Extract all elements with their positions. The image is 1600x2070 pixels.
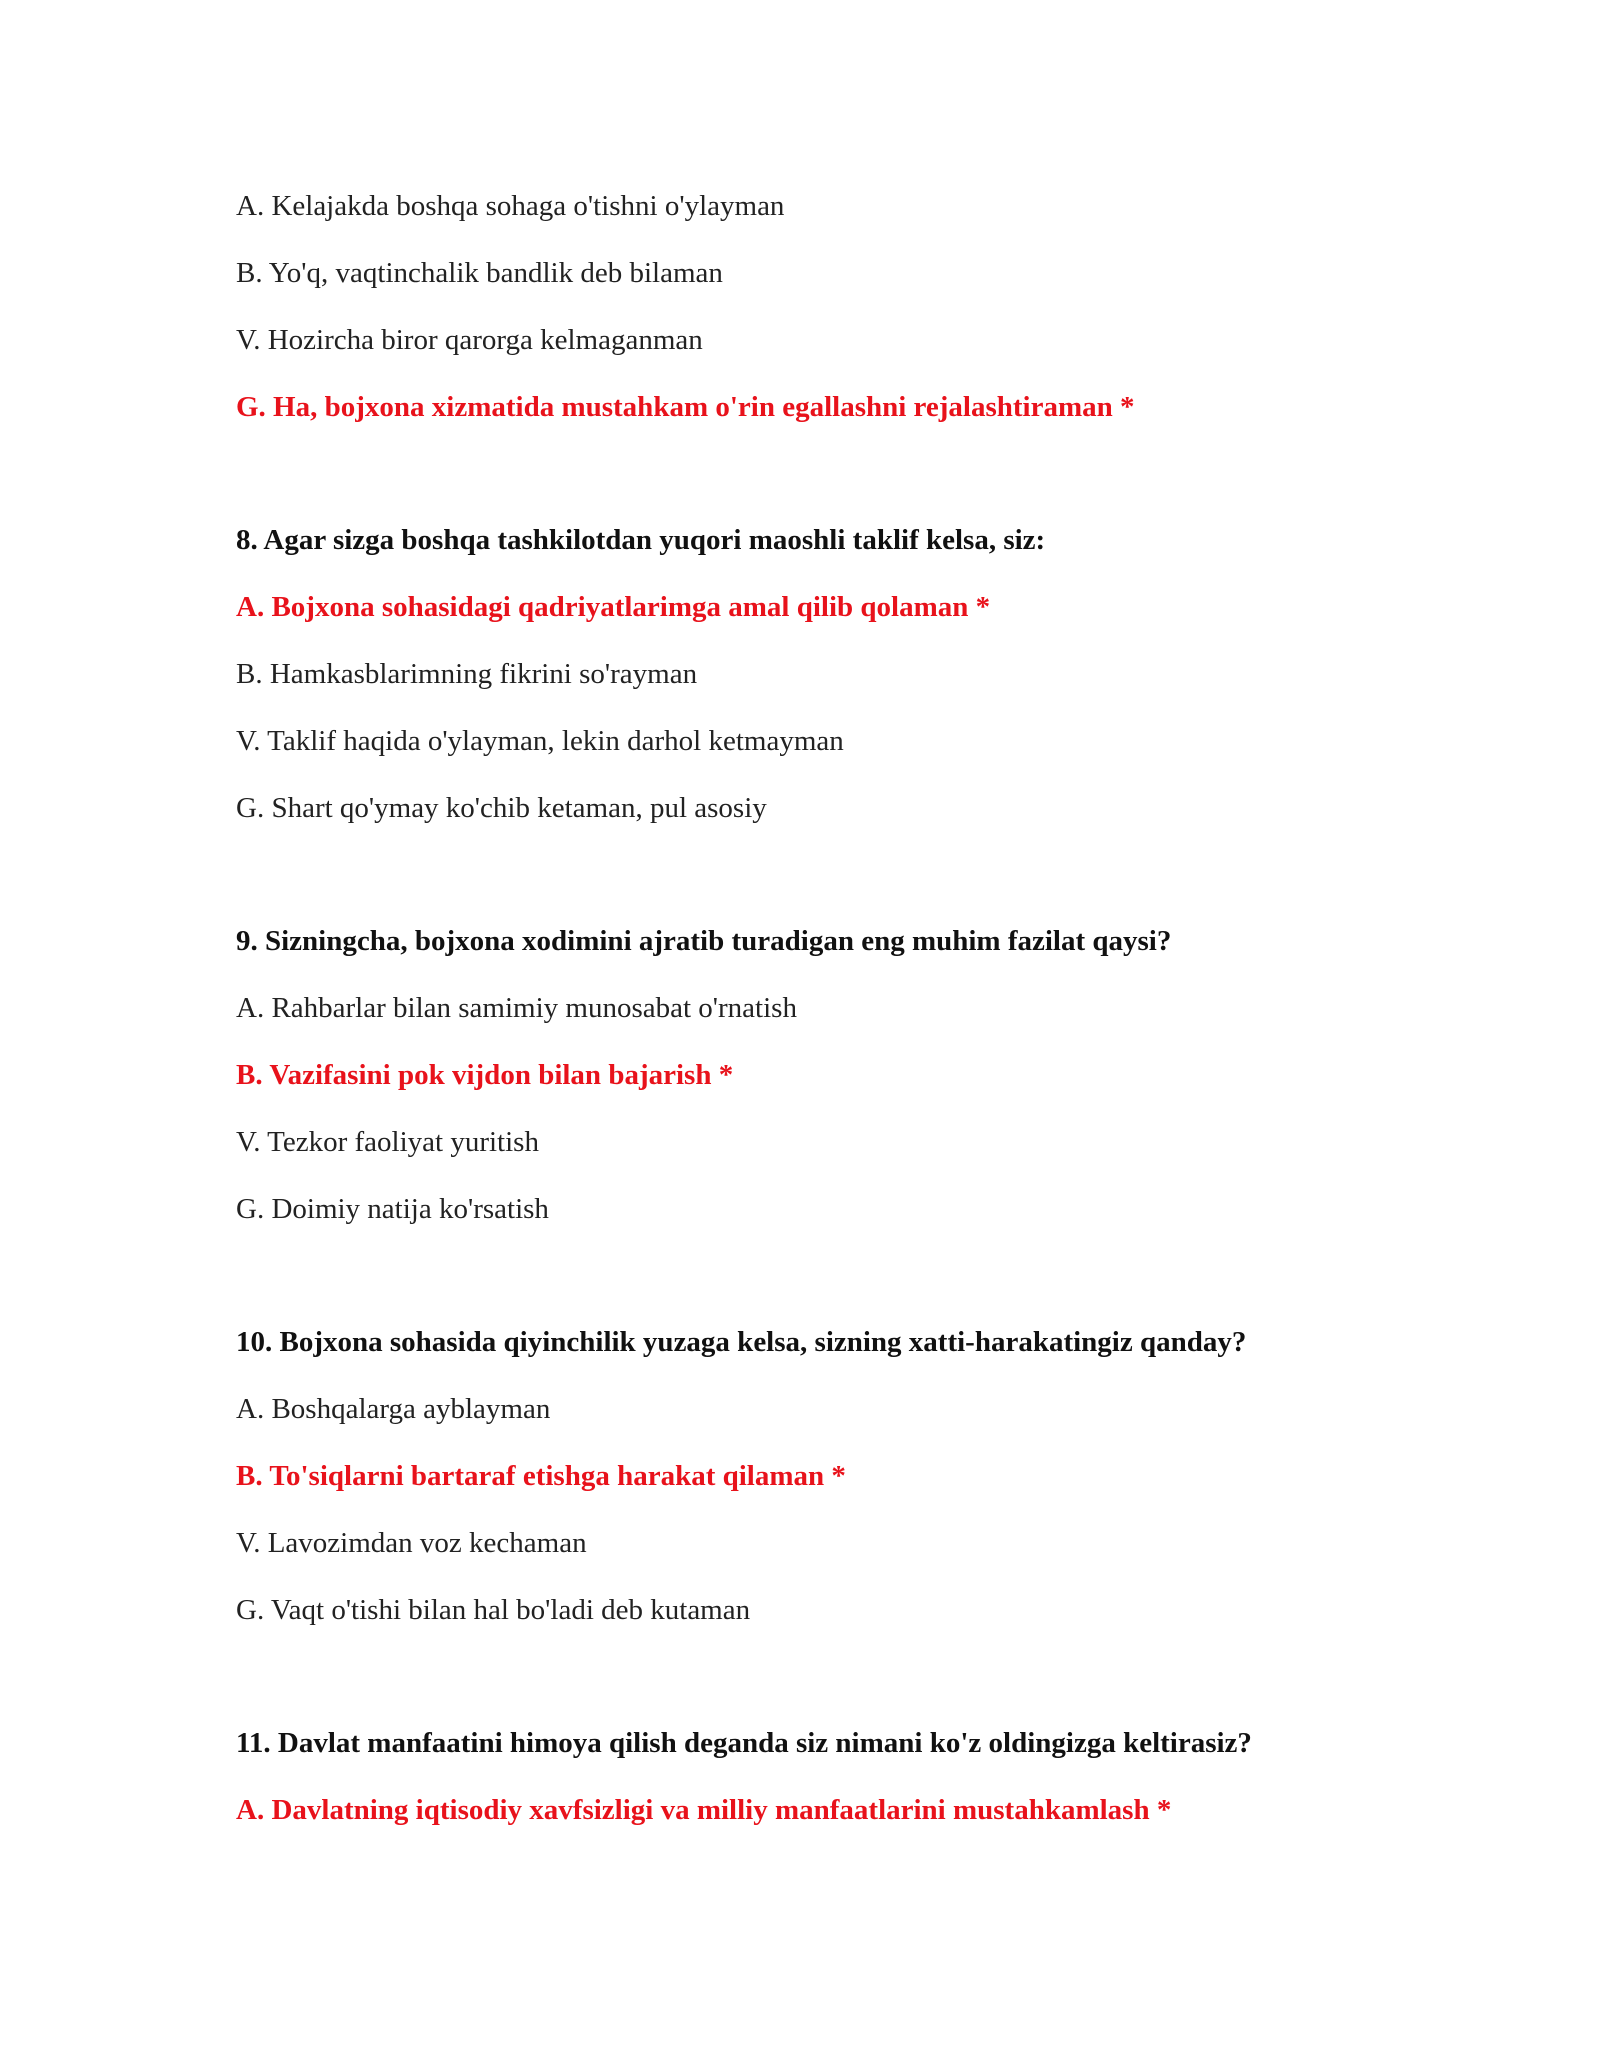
option-10-g: G. Vaqt o'tishi bilan hal bo'ladi deb kutaman [236, 1594, 751, 1626]
option-7-b: B. Yo'q, vaqtinchalik bandlik deb bilaman [236, 257, 723, 289]
question-10: 10. Bojxona sohasida qiyinchilik yuzaga kelsa, sizning xatti-harakatingiz qanday? [236, 1326, 1247, 1358]
option-10-a: A. Boshqalarga ayblayman [236, 1393, 551, 1425]
option-11-a-correct: A. Davlatning iqtisodiy xavfsizligi va milliy manfaatlarini mustahkamlash * [236, 1794, 1172, 1826]
option-7-g-correct: G. Ha, bojxona xizmatida mustahkam o'rin egallashni rejalashtiraman * [236, 391, 1135, 423]
option-8-g: G. Shart qo'ymay ko'chib ketaman, pul asosiy [236, 792, 767, 824]
question-11: 11. Davlat manfaatini himoya qilish deganda siz nimani ko'z oldingizga keltirasiz? [236, 1727, 1252, 1759]
option-10-b-correct: B. To'siqlarni bartaraf etishga harakat qilaman * [236, 1460, 846, 1492]
question-8: 8. Agar sizga boshqa tashkilotdan yuqori maoshli taklif kelsa, siz: [236, 524, 1046, 556]
option-8-a-correct: A. Bojxona sohasidagi qadriyatlarimga amal qilib qolaman * [236, 591, 991, 623]
option-7-a: A. Kelajakda boshqa sohaga o'tishni o'ylayman [236, 190, 785, 222]
option-9-a: A. Rahbarlar bilan samimiy munosabat o'rnatish [236, 992, 797, 1024]
option-10-v: V. Lavozimdan voz kechaman [236, 1527, 587, 1559]
option-7-v: V. Hozircha biror qarorga kelmaganman [236, 324, 703, 356]
option-8-v: V. Taklif haqida o'ylayman, lekin darhol ketmayman [236, 725, 844, 757]
option-9-v: V. Tezkor faoliyat yuritish [236, 1126, 539, 1158]
option-9-g: G. Doimiy natija ko'rsatish [236, 1193, 549, 1225]
question-9: 9. Sizningcha, bojxona xodimini ajratib turadigan eng muhim fazilat qaysi? [236, 925, 1172, 957]
option-9-b-correct: B. Vazifasini pok vijdon bilan bajarish * [236, 1059, 734, 1091]
option-8-b: B. Hamkasblarimning fikrini so'rayman [236, 658, 698, 690]
